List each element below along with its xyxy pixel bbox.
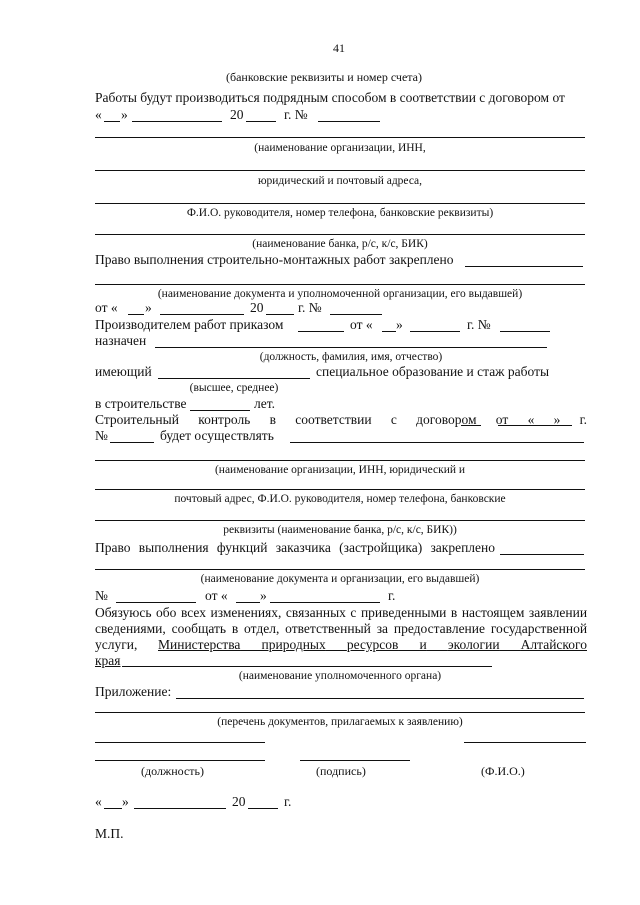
ministry-word: экологии bbox=[447, 637, 500, 652]
producer-order-blank[interactable] bbox=[298, 331, 344, 332]
obligation-word: настоящем bbox=[461, 605, 525, 620]
obligation-line-3-ministry bbox=[158, 637, 587, 653]
from-month-blank[interactable] bbox=[160, 314, 244, 315]
appointed-label: назначен bbox=[95, 333, 147, 348]
producer-number-blank[interactable] bbox=[500, 331, 550, 332]
contractor-caption-1: (наименование организации, ИНН, bbox=[254, 142, 426, 154]
obligation-word: отдел, bbox=[244, 621, 280, 636]
contractor-caption-4: (наименование банка, р/с, к/с, БИК) bbox=[252, 238, 428, 250]
stamp-label: М.П. bbox=[95, 826, 124, 841]
customer-word: выполнения bbox=[138, 540, 209, 555]
from-ot: от « bbox=[95, 300, 118, 315]
having-label: имеющий bbox=[95, 364, 152, 379]
producer-close: » bbox=[396, 317, 403, 332]
date-day-blank[interactable] bbox=[104, 808, 122, 809]
control-number-blank[interactable] bbox=[110, 442, 154, 443]
works-number-blank[interactable] bbox=[318, 121, 380, 122]
works-year-prefix: 20 bbox=[230, 107, 244, 122]
producer-text: Производителем работ приказом bbox=[95, 317, 284, 332]
sign-caption: (подпись) bbox=[316, 764, 366, 778]
customer-word: Право bbox=[95, 540, 131, 555]
control-blank-2[interactable] bbox=[95, 460, 585, 461]
appointed-caption: (должность, фамилия, имя, отчество) bbox=[259, 351, 443, 363]
obligation-word: в bbox=[450, 605, 458, 620]
date-y20: 20 bbox=[232, 794, 246, 809]
signature-blank[interactable] bbox=[300, 760, 410, 761]
date-month-blank[interactable] bbox=[134, 808, 226, 809]
control-g: г. bbox=[579, 412, 588, 427]
control-word: контроль bbox=[198, 412, 251, 427]
date-g: г. bbox=[284, 794, 292, 809]
customer-blank[interactable] bbox=[500, 554, 584, 555]
contractor-caption-3: Ф.И.О. руководителя, номер телефона, банковские реквизиты) bbox=[186, 207, 494, 219]
customer-day-blank[interactable] bbox=[236, 602, 260, 603]
control-month-blank[interactable] bbox=[498, 425, 572, 426]
customer-line bbox=[95, 540, 495, 556]
control-word: соответствии bbox=[295, 412, 372, 427]
date-open: « bbox=[95, 794, 102, 809]
bank-caption: (банковские реквизиты и номер счета) bbox=[226, 70, 422, 84]
producer-ot: от « bbox=[350, 317, 373, 332]
control-day-blank[interactable] bbox=[461, 425, 481, 426]
customer-blank-2[interactable] bbox=[95, 569, 585, 570]
obligation-line-4: края bbox=[95, 653, 121, 668]
from-day-blank[interactable] bbox=[128, 314, 144, 315]
works-day-blank[interactable] bbox=[104, 121, 120, 122]
control-will: будет осуществлять bbox=[160, 428, 274, 443]
control-word: договором bbox=[416, 412, 477, 427]
in-construction-years: лет. bbox=[254, 396, 275, 411]
contractor-blank-3[interactable] bbox=[95, 203, 585, 204]
control-quote-open: « bbox=[527, 412, 535, 427]
ministry-word: и bbox=[419, 637, 427, 652]
control-word: Строительный bbox=[95, 412, 179, 427]
customer-no: № bbox=[95, 588, 108, 603]
right-construction-caption: (наименование документа и уполномоченной организации, его выдавшей) bbox=[157, 288, 523, 300]
contractor-blank-2[interactable] bbox=[95, 170, 585, 171]
ministry-word: природных bbox=[261, 637, 326, 652]
producer-day-blank[interactable] bbox=[382, 331, 396, 332]
appointed-blank[interactable] bbox=[155, 347, 547, 348]
in-construction-label: в строительстве bbox=[95, 396, 187, 411]
obligation-word: обо bbox=[156, 605, 177, 620]
control-caption-2: почтовый адрес, Ф.И.О. руководителя, номер телефона, банковские bbox=[174, 493, 506, 505]
obligation-word: всех bbox=[180, 605, 206, 620]
works-month-blank[interactable] bbox=[132, 121, 222, 122]
edu-caption: (высшее, среднее) bbox=[189, 382, 279, 394]
obligation-word: с bbox=[350, 605, 357, 620]
obligation-word: сведениями, bbox=[95, 621, 166, 636]
control-blank-3[interactable] bbox=[95, 489, 585, 490]
customer-close: » bbox=[260, 588, 267, 603]
customer-word: (застройщика) bbox=[339, 540, 423, 555]
works-year-suffix: г. № bbox=[284, 107, 308, 122]
from-number-blank[interactable] bbox=[330, 314, 382, 315]
control-org-blank[interactable] bbox=[290, 442, 584, 443]
from-y20: 20 bbox=[250, 300, 264, 315]
control-caption-3: реквизиты (наименование банка, р/с, к/с, БИК)) bbox=[223, 524, 457, 536]
obligation-word: предоставление bbox=[393, 621, 486, 636]
right-construction-blank[interactable] bbox=[465, 266, 583, 267]
works-year-blank[interactable] bbox=[246, 121, 276, 122]
obligation-word: изменениях, bbox=[210, 605, 282, 620]
contractor-blank-4[interactable] bbox=[95, 234, 585, 235]
from-year-blank[interactable] bbox=[266, 314, 294, 315]
attachment-label: Приложение: bbox=[95, 684, 172, 699]
control-no: № bbox=[95, 428, 108, 443]
obligation-line-3-first: услуги, bbox=[95, 637, 138, 652]
attachment-blank[interactable] bbox=[176, 698, 584, 699]
having-blank[interactable] bbox=[158, 378, 310, 379]
obligation-line-2 bbox=[95, 621, 587, 637]
having-rest: специальное образование и стаж работы bbox=[316, 364, 550, 379]
works-quote-open: « bbox=[95, 107, 102, 122]
contractor-blank-1[interactable] bbox=[95, 137, 585, 138]
customer-ot: от « bbox=[205, 588, 228, 603]
fio-caption: (Ф.И.О.) bbox=[481, 764, 525, 778]
from-close: » bbox=[145, 300, 152, 315]
contractor-caption-2: юридический и почтовый адреса, bbox=[257, 175, 423, 187]
attachment-caption: (перечень документов, прилагаемых к заявлению) bbox=[217, 716, 463, 728]
obligation-word: Обязуюсь bbox=[95, 605, 152, 620]
works-line-1: Работы будут производиться подрядным способом в соответствии с договором от bbox=[95, 90, 565, 105]
obligation-word: сообщать bbox=[171, 621, 227, 636]
ministry-word: Министерства bbox=[158, 637, 241, 652]
customer-word: закреплено bbox=[430, 540, 496, 555]
control-caption-1: (наименование организации, ИНН, юридический и bbox=[214, 464, 466, 476]
right-construction-blank-2[interactable] bbox=[95, 284, 585, 285]
obligation-word: ответственный bbox=[285, 621, 371, 636]
obligation-word: приведенными bbox=[360, 605, 447, 620]
obligation-word: государственной bbox=[490, 621, 588, 636]
authority-caption: (наименование уполномоченного органа) bbox=[238, 670, 442, 682]
position-blank-2[interactable] bbox=[95, 760, 265, 761]
date-close: » bbox=[122, 794, 129, 809]
obligation-word: за bbox=[376, 621, 389, 636]
customer-word: заказчика bbox=[275, 540, 331, 555]
customer-caption: (наименование документа и организации, его выдавшей) bbox=[200, 573, 480, 585]
producer-g: г. № bbox=[467, 317, 491, 332]
control-word: от bbox=[495, 412, 509, 427]
position-blank-1[interactable] bbox=[95, 742, 265, 743]
position-caption: (должность) bbox=[141, 764, 204, 778]
producer-month-blank[interactable] bbox=[410, 331, 460, 332]
ministry-word: Алтайского bbox=[520, 637, 587, 652]
obligation-word: связанных bbox=[285, 605, 346, 620]
control-word: в bbox=[269, 412, 276, 427]
customer-month-blank[interactable] bbox=[270, 602, 380, 603]
control-word: с bbox=[390, 412, 397, 427]
fio-blank[interactable] bbox=[464, 742, 586, 743]
date-year-blank[interactable] bbox=[248, 808, 278, 809]
right-construction-text: Право выполнения строительно-монтажных работ закреплено bbox=[95, 252, 454, 267]
control-blank-4[interactable] bbox=[95, 520, 585, 521]
control-quote-close: » bbox=[553, 412, 561, 427]
customer-number-blank[interactable] bbox=[116, 602, 196, 603]
obligation-line-1 bbox=[95, 605, 587, 621]
from-g: г. № bbox=[298, 300, 322, 315]
in-construction-blank[interactable] bbox=[190, 410, 250, 411]
obligation-word: в bbox=[231, 621, 239, 636]
customer-g: г. bbox=[388, 588, 396, 603]
ministry-word: ресурсов bbox=[346, 637, 399, 652]
works-quote-close: » bbox=[121, 107, 128, 122]
customer-word: функций bbox=[216, 540, 268, 555]
obligation-word: заявлении bbox=[528, 605, 588, 620]
page-number: 41 bbox=[333, 41, 345, 55]
attachment-blank-2[interactable] bbox=[95, 712, 585, 713]
authority-blank[interactable] bbox=[122, 666, 492, 667]
